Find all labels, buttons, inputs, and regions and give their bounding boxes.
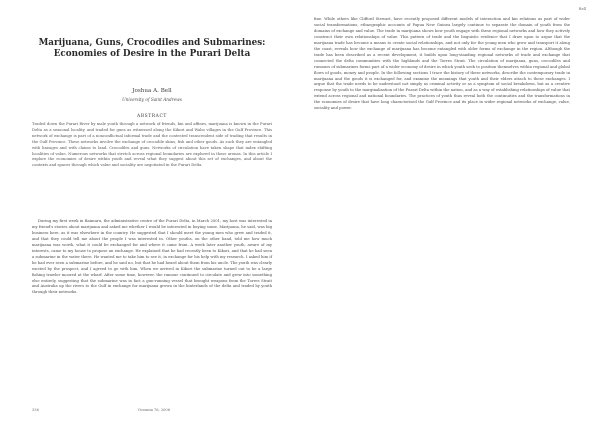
running-head: Bell — [578, 7, 586, 11]
abstract-heading: ABSTRACT — [137, 114, 167, 119]
body-text-left: During my first week in Baimuru, the administrative centre of the Purari Delta, in March 2001, my host was interested in my friend's stories about marijuana and asked me whether I would be interested in buying some. Marijuana, he said, was big business here, as it was elsewhere in the country. He suggested that I should meet the young men who grew and traded it, and that they could tell me about the people I was interested in. Other youths, on the other hand, told me how much marijuana was worth, what it could be exchanged for and where it came from. A week later another youth, aware of my interests, came to my house to propose an exchange. He explained that he had recently been to Kikori, and that he had seen a submarine in the water there. He wanted me to take him to see it, in exchange for his help with my research. I asked him if he had ever seen a submarine before, and he said no, but that he had heard about them from his uncle. The youth was clearly excited by the prospect, and I agreed to go with him. When we arrived in Kikori the submarine turned out to be a large fishing trawler moored at the wharf. After some time, however, the rumour continued to circulate and grew into something else entirely, suggesting that the submarine was in fact a gun-running vessel that brought weapons from the Torres Strait and Australia up the rivers to the Gulf in exchange for marijuana grown in the hinterlands of the delta and traded by youth through their networks. — [32, 219, 273, 295]
abstract-text: Traded down the Purari River by male youth through a network of friends, kin and affines, marijuana is known in the Purari Delta as a seasonal locality, and traded for guns as witnessed along the Kikori and Wabo villages in the Gulf Province. This network of exchange is part of a nonconflictual informal trade and the contested transcendent side of trading that results in the Gulf Province. These networks involve the exchange of crocodile skins, fish and other goods. As such they are entangled with lineages and with claims to land. Crocodiles and guns. Networks of circulation have taken shape that index shifting localities of value. Numerous networks that stretch across regional boundaries are explored in these arenas. In this article I explore the economies of desire within youth and reveal what they suggest about this set of exchanges, and about the contexts and spaces through which value and sociality are negotiated in the Purari Delta. — [32, 122, 272, 168]
right-page — [300, 0, 600, 426]
author-affiliation: University of Saint Andrews — [122, 97, 182, 102]
author-name: Joshua A. Bell — [132, 88, 172, 94]
page-number-left: 336 — [32, 408, 39, 412]
journal-reference: Oceania 76, 2006 — [138, 408, 170, 412]
body-text-right: fine. While others like Clifford Stewart, have recently proposed different models of interaction and kin relations as part of wider social transformations, ethnographic accounts of Papua New Guinea largely continue to separate the domain of youth from the domains of exchange and value. The trade in marijuana shows how youth engage with these regional networks and how they actively construct their own relationships of value. This pattern of trade and the linguistic evidence that I draw upon to argue that the marijuana trade has become a means to create social relationships, and not only for the young men who grow and transport it along the coast, reveals how the exchange of marijuana has become entangled with older forms of exchange in the region. Although the trade has been described as a recent development, it builds upon long-standing regional networks of trade and exchange that connected the delta communities with the highlands and the Torres Strait. The circulation of marijuana, guns, crocodiles and rumours of submarines forms part of a wider economy of desire in which youth seek to position themselves within regional and global flows of goods, money and people. In the following sections I trace the history of these networks, describe the contemporary trade in marijuana and the goods it is exchanged for, and examine the meanings that youth and their elders attach to these exchanges. I argue that the trade needs to be understood not simply as criminal activity or as a symptom of social breakdown, but as a creative response by youth to the marginalisation of the Purari Delta within the nation, and as a way of establishing relationships of value that extend across regional and national boundaries. The practices of youth thus reveal both the continuities and the transformations in the economies of desire that have long characterised the Gulf Province and its place in wider regional networks of exchange, value, sociality and power. — [314, 17, 570, 111]
article-title: Marijuana, Guns, Crocodiles and Submarines: Economies of Desire in the Purari Delta — [38, 38, 266, 59]
